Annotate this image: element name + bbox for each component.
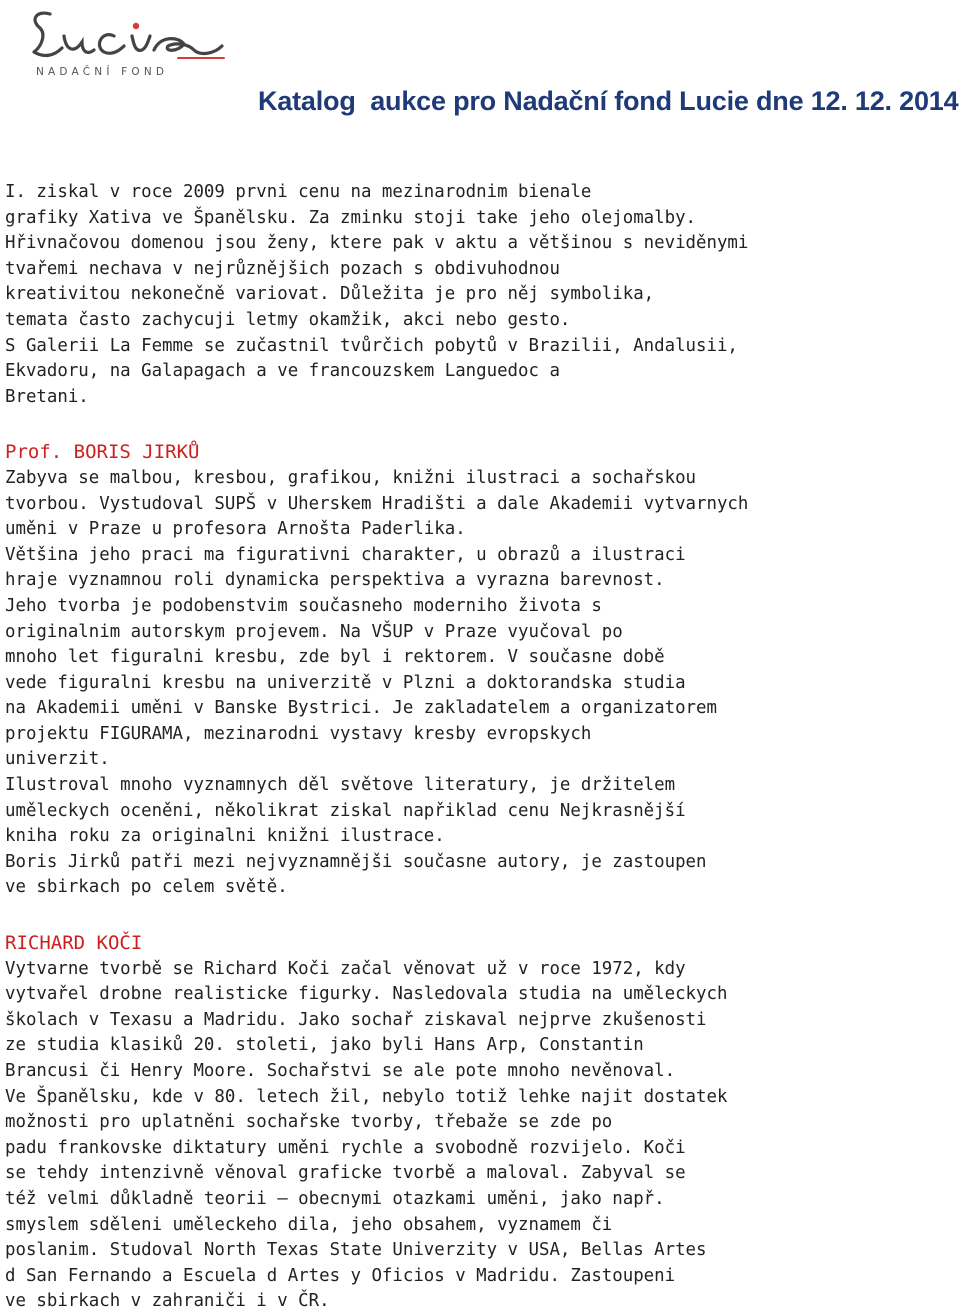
text-line: Ekvadoru, na Galapagach a ve francouzskem Languedoc a — [5, 361, 560, 382]
text-line: kreativitou nekonečně variovat. Důležita je pro něj symbolika, — [5, 284, 655, 305]
text-line: Vytvarne tvorbě se Richard Koči začal věnovat už v roce 1972, kdy — [5, 958, 686, 979]
intro-paragraph — [5, 180, 955, 410]
text-line: grafiky Xativa ve Španělsku. Za zminku stoji take jeho olejomalby. — [5, 207, 697, 228]
text-line: ve sbirkach v zahraniči i v ČR. — [5, 1291, 330, 1312]
text-line: univerzit. — [5, 749, 110, 770]
logo-subtitle: NADAČNÍ FOND — [36, 66, 169, 78]
text-line: uměleckych oceněni, několikrat ziskal napřiklad cenu Nejkrasnější — [5, 800, 686, 821]
text-line: Většina jeho praci ma figurativni charakter, u obrazů a ilustraci — [5, 544, 686, 565]
text-line: kniha roku za originalni knižni ilustrace. — [5, 826, 445, 847]
text-line: S Galerii La Femme se zučastnil tvůrčich pobytů v Brazilii, Andalusii, — [5, 335, 738, 356]
artist-heading: Prof. BORIS JIRKŮ — [5, 441, 200, 464]
artist-section-jirku — [5, 440, 955, 901]
lucie-script-logo — [28, 6, 228, 70]
text-line: možnosti pro uplatněni sochařske tvorby, třebaže se zde po — [5, 1112, 613, 1133]
text-line: smyslem sděleni uměleckeho dila, jeho obsahem, vyznamem či — [5, 1214, 613, 1235]
text-line: vede figuralni kresbu na univerzitě v Plzni a doktorandska studia — [5, 672, 686, 693]
text-line: Bretani. — [5, 386, 89, 407]
artist-section-koci — [5, 931, 955, 1315]
text-line: na Akademii uměni v Banske Bystrici. Je zakladatelem a organizatorem — [5, 698, 717, 719]
text-line: projektu FIGURAMA, mezinarodni vystavy kresby evropskych — [5, 723, 592, 744]
text-line: Jeho tvorba je podobenstvim současneho moderniho života s — [5, 595, 602, 616]
text-line: hraje vyznamnou roli dynamicka perspektiva a vyrazna barevnost. — [5, 570, 665, 591]
text-line: ve sbirkach po celem světě. — [5, 877, 288, 898]
text-line: Brancusi či Henry Moore. Sochařstvi se ale pote mnoho nevěnoval. — [5, 1061, 676, 1081]
text-line: Ilustroval mnoho vyznamnych děl světove literatury, je držitelem — [5, 775, 676, 796]
text-line: tvařemi nechava v nejrůznějšich pozach s obdivuhodnou — [5, 258, 560, 279]
artist-heading: RICHARD KOČI — [5, 932, 143, 955]
text-line: Zabyva se malbou, kresbou, grafikou, knižni ilustraci a sochařskou — [5, 467, 697, 488]
text-line: též velmi důkladně teorii – obecnymi otazkami uměni, jako např. — [5, 1188, 665, 1209]
text-line: Ve Španělsku, kde v 80. letech žil, nebylo totiž lehke najit dostatek — [5, 1086, 728, 1107]
text-line: uměni v Praze u profesora Arnošta Paderlika. — [5, 519, 466, 540]
text-line: tvorbou. Vystudoval SUPŠ v Uherskem Hradišti a dale Akademii vytvarnych — [5, 493, 749, 514]
text-line: d San Fernando a Escuela d Artes y Oficios v Madridu. Zastoupeni — [5, 1265, 676, 1286]
text-line: temata často zachycuji letmy okamžik, akci nebo gesto. — [5, 309, 571, 330]
text-line: vytvařel drobne realisticke figurky. Nasledovala studia na uměleckych — [5, 984, 728, 1005]
document-body — [5, 180, 955, 1315]
text-line: Boris Jirků patři mezi nejvyznamnějši současne autory, je zastoupen — [5, 851, 707, 872]
text-line: školach v Texasu a Madridu. Jako sochař ziskaval nejprve zkušenosti — [5, 1009, 707, 1030]
text-line: mnoho let figuralni kresbu, zde byl i rektorem. V současne době — [5, 647, 665, 668]
text-line: poslanim. Studoval North Texas State Univerzity v USA, Bellas Artes — [5, 1240, 707, 1261]
text-line: originalnim autorskym projevem. Na VŠUP v Praze vyučoval po — [5, 621, 623, 642]
text-line: Hřivnačovou domenou jsou ženy, ktere pak v aktu a většinou s neviděnymi — [5, 233, 749, 254]
text-line: se tehdy intenzivně věnoval graficke tvorbě a maloval. Zabyval se — [5, 1163, 686, 1184]
text-line: padu frankovske diktatury uměni rychle a svobodně rozvijelo. Koči — [5, 1137, 686, 1158]
text-line: I. ziskal v roce 2009 prvni cenu na mezinarodnim bienale — [5, 182, 592, 202]
page-title: Katalog aukce pro Nadační fond Lucie dne 12. 12. 2014 — [258, 86, 959, 116]
text-line: ze studia klasiků 20. stoleti, jako byli Hans Arp, Constantin — [5, 1035, 644, 1056]
